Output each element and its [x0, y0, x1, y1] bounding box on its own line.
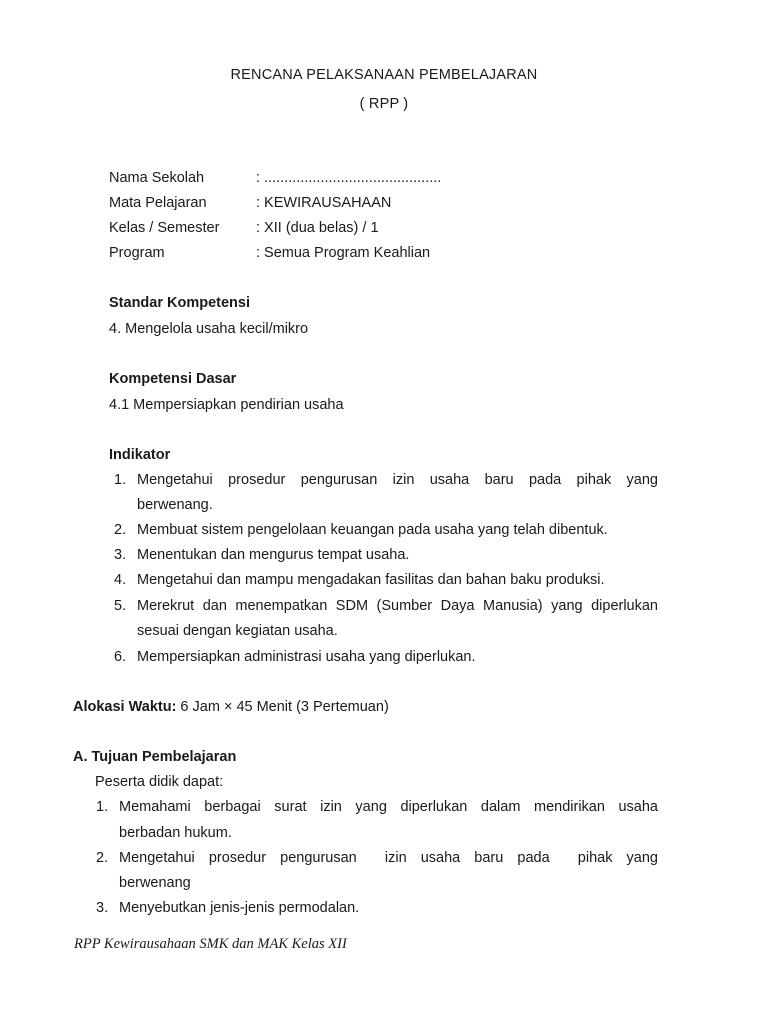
list-text-continuation: berwenang. — [137, 497, 213, 513]
alokasi-waktu-value: 6 Jam × 45 Menit (3 Pertemuan) — [176, 699, 389, 715]
identity-value: : Semua Program Keahlian — [256, 245, 431, 261]
standar-kompetensi-heading: Standar Kompetensi — [109, 295, 250, 311]
indikator-heading: Indikator — [109, 447, 171, 463]
kompetensi-dasar-text: 4.1 Mempersiapkan pendirian usaha — [109, 397, 344, 413]
list-number: 1. — [114, 472, 127, 488]
document-title: RENCANA PELAKSANAAN PEMBELAJARAN — [230, 67, 538, 83]
tujuan-intro: Peserta didik dapat: — [95, 774, 224, 790]
alokasi-waktu-label: Alokasi Waktu: — [73, 699, 177, 715]
list-text: Menentukan dan mengurus tempat usaha. — [137, 547, 410, 563]
identity-label: Kelas / Semester — [109, 220, 220, 236]
list-text-continuation: berbadan hukum. — [119, 825, 232, 841]
list-number: 6. — [114, 649, 127, 665]
kompetensi-dasar-heading: Kompetensi Dasar — [109, 371, 237, 387]
list-number: 1. — [96, 799, 109, 815]
list-text: Mempersiapkan administrasi usaha yang diperlukan. — [137, 649, 476, 665]
list-number: 5. — [114, 598, 127, 614]
list-number: 3. — [114, 547, 127, 563]
list-text: Mengetahui dan mampu mengadakan fasilitas dan bahan baku produksi. — [137, 572, 605, 588]
document-subtitle: ( RPP ) — [359, 96, 409, 112]
identity-label: Program — [109, 245, 165, 261]
list-text: Mengetahui prosedur pengurusan izin usaha baru pada pihak yang — [137, 472, 658, 488]
list-text: Memahami berbagai surat izin yang diperlukan dalam mendirikan usaha — [119, 799, 658, 815]
list-text: Menyebutkan jenis-jenis permodalan. — [119, 900, 360, 916]
standar-kompetensi-text: 4. Mengelola usaha kecil/mikro — [109, 321, 309, 337]
list-text-continuation: sesuai dengan kegiatan usaha. — [137, 623, 338, 639]
list-number: 4. — [114, 572, 127, 588]
page-footer: RPP Kewirausahaan SMK dan MAK Kelas XII — [74, 936, 347, 952]
identity-value: : KEWIRAUSAHAAN — [256, 195, 392, 211]
list-number: 2. — [114, 522, 127, 538]
list-number: 2. — [96, 850, 109, 866]
list-text: Mengetahui prosedur pengurusan izin usaha baru pada pihak yang — [119, 850, 658, 866]
list-text: Membuat sistem pengelolaan keuangan pada usaha yang telah dibentuk. — [137, 522, 608, 538]
identity-value: : XII (dua belas) / 1 — [256, 220, 379, 236]
list-number: 3. — [96, 900, 109, 916]
identity-label: Mata Pelajaran — [109, 195, 207, 211]
identity-value: : ............................................ — [256, 170, 442, 186]
identity-label: Nama Sekolah — [109, 170, 205, 186]
list-text: Merekrut dan menempatkan SDM (Sumber Daya Manusia) yang diperlukan — [137, 598, 658, 614]
tujuan-heading: A. Tujuan Pembelajaran — [73, 749, 237, 765]
alokasi-waktu — [73, 699, 389, 715]
list-text-continuation: berwenang — [119, 875, 191, 891]
